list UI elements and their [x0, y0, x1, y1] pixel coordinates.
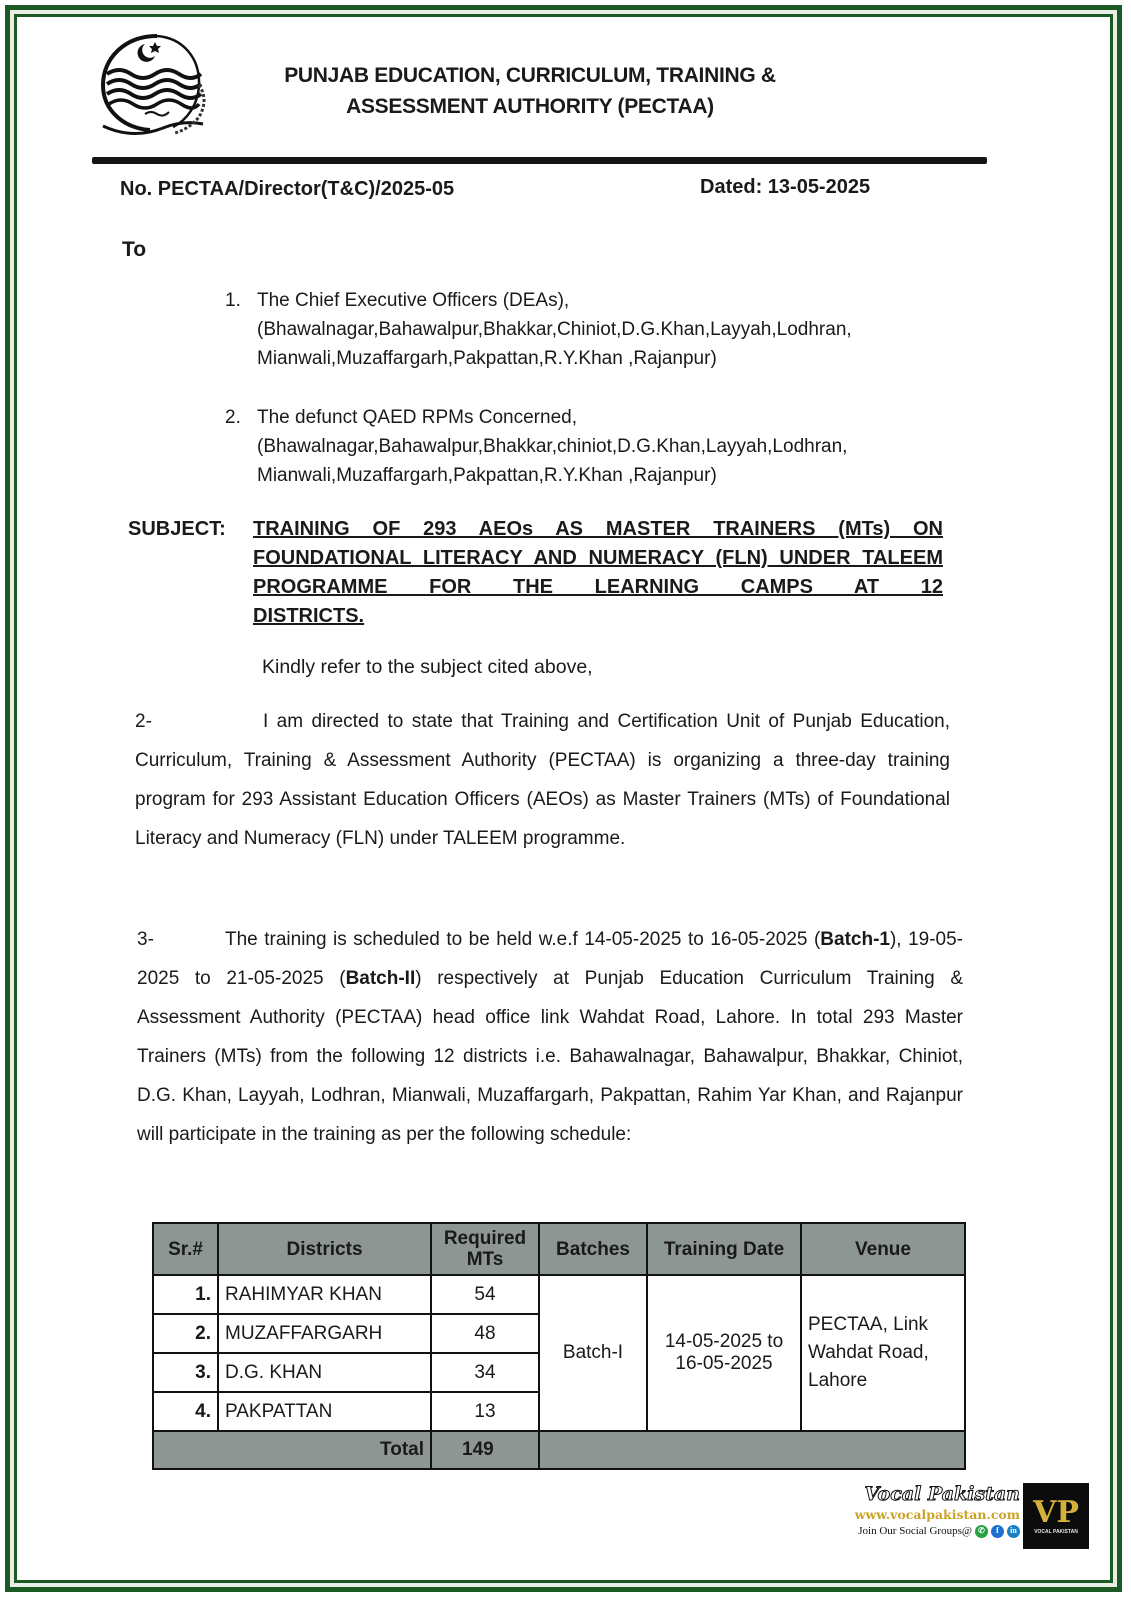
paragraph-2: [135, 702, 950, 858]
addressee-number: 1.: [225, 290, 241, 311]
logo-tag: VOCAL PAKISTAN: [1034, 1528, 1078, 1535]
addressee-districts-line2: Mianwali,Muzaffargarh,Pakpattan,R.Y.Khan ,Rajanpur): [257, 465, 717, 486]
addressee-title: The Chief Executive Officers (DEAs),: [257, 290, 570, 311]
paragraph-text: I am directed to state that Training and Certification Unit of Punjab Education, Curriculum, Training & Assessment Authority (PECTAA) is organizing a three-day training program for 293 Assistant Education Officers (AEOs) as Master Trainers (MTs) of Foundational Literacy and Numeracy (FLN) under TALEEM programme.: [135, 711, 950, 849]
subject-text-main: TRAINING OF 293 AEOs AS MASTER TRAINERS (MTs) ON FOUNDATIONAL LITERACY AND NUMERACY (FLN) UNDER TALEEM PROGRAMME FOR THE LEARNING CAMPS AT 12: [253, 518, 943, 598]
paragraph-number: 2-: [135, 711, 152, 732]
batch-2-label: Batch-II: [345, 968, 416, 989]
cell-required: 13: [431, 1392, 539, 1431]
cell-venue: PECTAA, Link Wahdat Road, Lahore: [801, 1275, 965, 1431]
addressee-1: [225, 286, 965, 373]
batch-1-label: Batch-1: [820, 929, 890, 950]
cell-sr: 3.: [153, 1353, 218, 1392]
header-training-date: Training Date: [647, 1223, 801, 1275]
cell-training-date: [647, 1275, 801, 1431]
whatsapp-icon[interactable]: ✆: [975, 1525, 988, 1538]
cell-district: PAKPATTAN: [218, 1392, 431, 1431]
org-title-line2: ASSESSMENT AUTHORITY (PECTAA): [346, 95, 714, 118]
subject-text-last: DISTRICTS.: [253, 605, 365, 627]
header-batches: Batches: [539, 1223, 647, 1275]
total-value: 149: [431, 1431, 539, 1469]
salutation: Kindly refer to the subject cited above,: [262, 656, 593, 678]
organization-title: [230, 60, 830, 122]
total-filler: [539, 1431, 965, 1469]
watermark-join: [800, 1523, 1020, 1539]
reference-number: No. PECTAA/Director(T&C)/2025-05: [120, 178, 455, 200]
date-from: 14-05-2025 to: [664, 1331, 784, 1352]
header-sr: Sr.#: [153, 1223, 218, 1275]
cell-required: 34: [431, 1353, 539, 1392]
paragraph-number: 3-: [137, 929, 154, 950]
date-to: 16-05-2025: [675, 1353, 773, 1374]
subject-label: SUBJECT:: [128, 518, 226, 540]
paragraph-text-a: The training is scheduled to be held w.e.f 14-05-2025 to 16-05-2025 (: [225, 929, 821, 950]
linkedin-icon[interactable]: in: [1007, 1525, 1020, 1538]
header-venue: Venue: [801, 1223, 965, 1275]
header-districts: Districts: [218, 1223, 431, 1275]
header-required-mts: Required MTs: [431, 1223, 539, 1275]
cell-sr: 4.: [153, 1392, 218, 1431]
vocal-pakistan-logo: [1023, 1483, 1089, 1549]
cell-required: 48: [431, 1314, 539, 1353]
addressee-title: The defunct QAED RPMs Concerned,: [257, 407, 577, 428]
cell-required: 54: [431, 1275, 539, 1314]
addressee-districts-line2: Mianwali,Muzaffargarh,Pakpattan,R.Y.Khan ,Rajanpur): [257, 348, 717, 369]
cell-district: D.G. KHAN: [218, 1353, 431, 1392]
paragraph-text-b: ), 19-05-2025 to 21-05-2025 (: [137, 929, 963, 989]
cell-district: RAHIMYAR KHAN: [218, 1275, 431, 1314]
to-label: To: [122, 238, 147, 261]
table-total-row: [153, 1431, 965, 1469]
table-header-row: [153, 1223, 965, 1275]
subject-text: [253, 515, 943, 631]
schedule-table: [152, 1222, 966, 1470]
addressee-districts-line1: (Bhawalnagar,Bahawalpur,Bhakkar,chiniot,D.G.Khan,Layyah,Lodhran,: [257, 436, 848, 457]
paragraph-text-c: ) respectively at Punjab Education Curriculum Training & Assessment Authority (PECTAA) head office link Wahdat Road, Lahore. In total 293 Master Trainers (MTs) from the following 12 districts i.e. Bahawalnagar, Bahawalpur, Bhakkar, Chiniot, D.G. Khan, Layyah, Lodhran, Mianwali, Muzaffargarh, Pakpattan, Rahim Yar Khan, and Rajanpur will participate in the training as per the following schedule:: [137, 968, 963, 1145]
facebook-icon[interactable]: f: [991, 1525, 1004, 1538]
header-divider: [92, 157, 987, 164]
org-title-line1: PUNJAB EDUCATION, CURRICULUM, TRAINING &: [284, 64, 776, 87]
letter-date: Dated: 13-05-2025: [700, 176, 871, 198]
cell-sr: 2.: [153, 1314, 218, 1353]
cell-sr: 1.: [153, 1275, 218, 1314]
addressee-2: [225, 403, 965, 490]
watermark: [800, 1482, 1020, 1539]
addressee-number: 2.: [225, 407, 241, 428]
punjab-crest-logo: [95, 30, 215, 140]
table-row: [153, 1275, 965, 1314]
paragraph-3: [137, 920, 963, 1154]
total-label: Total: [153, 1431, 431, 1469]
watermark-brand: Vocal Pakistan: [864, 1483, 1020, 1505]
cell-district: MUZAFFARGARH: [218, 1314, 431, 1353]
watermark-site[interactable]: www.vocalpakistan.com: [854, 1507, 1020, 1522]
logo-vp: VP: [1033, 1494, 1079, 1530]
cell-batch: Batch-I: [539, 1275, 647, 1431]
addressee-districts-line1: (Bhawalnagar,Bahawalpur,Bhakkar,Chiniot,D.G.Khan,Layyah,Lodhran,: [257, 319, 852, 340]
join-text: Join Our Social Groups@: [858, 1525, 972, 1537]
